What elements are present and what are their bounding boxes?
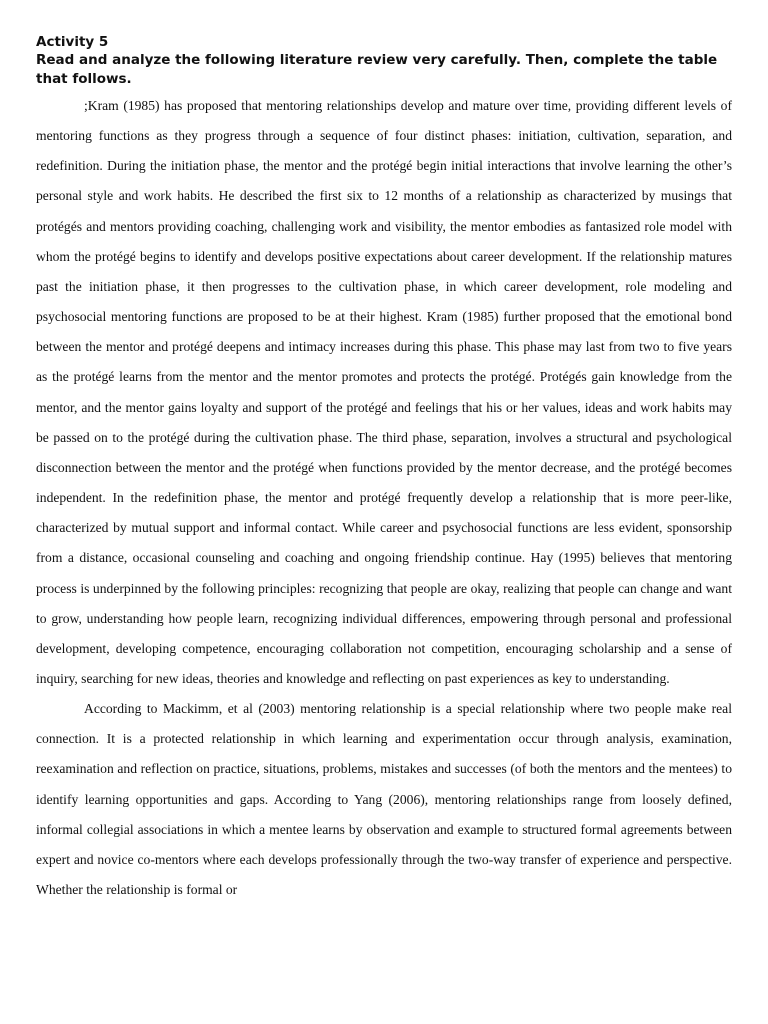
- literature-review-paragraph-1: ;Kram (1985) has proposed that mentoring relationships develop and mature over time, providing different levels of mentoring functions as they progress through a sequence of four distinct phases: initiation, cultivation, separation, and redefinition. During the initiation phase, the mentor and the protégé begin initial interactions that involve learning the other’s personal style and work habits. He described the first six to 12 months of a relationship as characterized by musings that protégés and mentors providing coaching, challenging work and visibility, the mentor embodies as fantasized role model with whom the protégé begins to identify and develops positive expectations about career development. If the relationship matures past the initiation phase, it then progresses to the cultivation phase, in which career development, role modeling and psychosocial mentoring functions are proposed to be at their highest. Kram (1985) further proposed that the emotional bond between the mentor and protégé deepens and intimacy increases during this phase. This phase may last from two to five years as the protégé learns from the mentor and the mentor promotes and protects the protégé. Protégés gain knowledge from the mentor, and the mentor gains loyalty and support of the protégé and feelings that his or her values, ideas and work habits may be passed on to the protégé during the cultivation phase. The third phase, separation, involves a structural and psychological disconnection between the mentor and the protégé when functions provided by the mentor decrease, and the protégé becomes independent. In the redefinition phase, the mentor and protégé frequently develop a relationship that is more peer-like, characterized by mutual support and informal contact. While career and psychosocial functions are less evident, sponsorship from a distance, occasional counseling and coaching and ongoing friendship continue. Hay (1995) believes that mentoring process is underpinned by the following principles: recognizing that people are okay, realizing that people can change and want to grow, understanding how people learn, recognizing individual differences, empowering through personal and professional development, developing competence, encouraging collaboration not competition, encouraging scholarship and a sense of inquiry, searching for new ideas, theories and knowledge and reflecting on past experiences as key to understanding.: [36, 98, 732, 686]
- activity-title: Activity 5: [36, 34, 109, 50]
- activity-instructions: Read and analyze the following literature review very carefully. Then, complete the table that follows.: [36, 52, 718, 87]
- literature-review-paragraph-2: According to Mackimm, et al (2003) mentoring relationship is a special relationship where two people make real connection. It is a protected relationship in which learning and experimentation occur through analysis, examination, reexamination and reflection on practice, situations, problems, mistakes and successes (of both the mentors and the mentees) to identify learning opportunities and gaps. According to Yang (2006), mentoring relationships range from loosely defined, informal collegial associations in which a mentee learns by observation and example to structured formal agreements between expert and novice co-mentors where each develops professionally through the two-way transfer of experience and perspective. Whether the relationship is formal or: [36, 701, 732, 898]
